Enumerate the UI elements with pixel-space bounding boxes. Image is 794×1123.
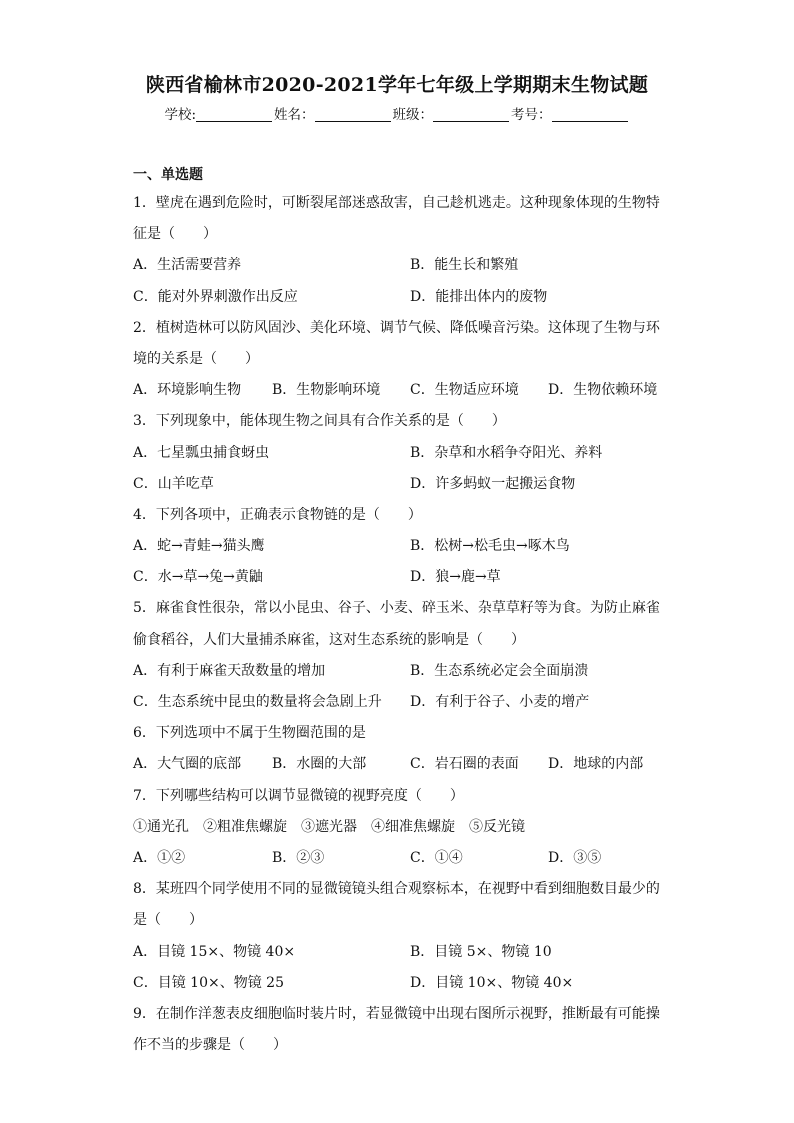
exam-number-blank <box>552 107 628 122</box>
school-label: 学校: <box>164 107 197 123</box>
question-7-options-row <box>133 843 663 874</box>
question-3-option-d: D．许多蚂蚁一起搬运食物 <box>410 475 576 492</box>
question-8-stem-line-2: 是（ ） <box>133 912 203 929</box>
question-1-options-row-1 <box>133 250 663 281</box>
question-7-option-a: A．①② <box>133 849 186 866</box>
question-2-option-c: C．生物适应环境 <box>410 382 519 399</box>
question-8-options-row-1 <box>133 937 663 968</box>
question-7-stem-line-1: 7．下列哪些结构可以调节显微镜的视野亮度（ ） <box>133 787 464 804</box>
question-9-stem-line-1: 9．在制作洋葱表皮细胞临时装片时，若显微镜中出现右图所示视野，推断最有可能操 <box>133 1005 660 1022</box>
question-2-option-b: B．生物影响环境 <box>272 382 381 399</box>
question-7-option-c: C．①④ <box>410 849 463 866</box>
question-1-option-a: A．生活需要营养 <box>133 257 242 274</box>
question-6-option-b: B．水圈的大部 <box>272 756 367 773</box>
exam-number-label: 考号： <box>511 107 552 123</box>
student-info-line <box>0 103 794 123</box>
question-3-options-row-2 <box>133 469 663 500</box>
question-1-stem-line-1: 1．壁虎在遇到危险时，可断裂尾部迷惑敌害，自己趁机逃走。这种现象体现的生物特 <box>133 195 660 211</box>
question-4-stem-line-1: 4．下列各项中，正确表示食物链的是（ ） <box>133 506 422 523</box>
question-4-options-row-1 <box>133 531 663 562</box>
question-5-option-b: B．生态系统必定会全面崩溃 <box>410 662 589 679</box>
question-2-stem-line-2: 境的关系是（ ） <box>133 350 259 367</box>
question-4-option-c: C．水→草→兔→黄鼬 <box>133 569 263 586</box>
question-1-options-row-2 <box>133 282 663 313</box>
question-8-stem-line-1: 8．某班四个同学使用不同的显微镜镜头组合观察标本，在视野中看到细胞数目最少的 <box>133 881 660 898</box>
page-title: 陕西省榆林市2020-2021学年七年级上学期期末生物试题 <box>145 74 649 96</box>
question-2-stem-line-1: 2．植树造林可以防风固沙、美化环境、调节气候、降低噪音污染。这体现了生物与环 <box>133 319 660 336</box>
class-blank <box>433 107 509 122</box>
school-blank <box>196 107 272 122</box>
question-4-option-d: D．狼→鹿→草 <box>410 569 501 586</box>
question-4-option-a: A．蛇→青蛙→猫头鹰 <box>133 538 265 555</box>
question-6-option-c: C．岩石圈的表面 <box>410 756 519 773</box>
question-8-option-c: C．目镜 10×、物镜 25 <box>133 974 284 991</box>
question-list <box>133 188 663 1061</box>
question-5-option-d: D．有利于谷子、小麦的增产 <box>410 694 590 710</box>
question-5-option-c: C．生态系统中昆虫的数量将会急剧上升 <box>133 694 382 710</box>
question-3-stem-line-1: 3．下列现象中，能体现生物之间具有合作关系的是（ ） <box>133 413 506 430</box>
question-5-stem-line-1: 5．麻雀食性很杂，常以小昆虫、谷子、小麦、碎玉米、杂草草籽等为食。为防止麻雀 <box>133 600 660 617</box>
question-2-option-a: A．环境影响生物 <box>133 382 242 399</box>
question-2-options-row <box>133 375 663 406</box>
question-6-option-a: A．大气圈的底部 <box>133 756 242 773</box>
question-8-option-b: B．目镜 5×、物镜 10 <box>410 943 552 960</box>
question-8-option-a: A．目镜 15×、物镜 40× <box>133 943 296 960</box>
question-5-options-row-2 <box>133 687 663 718</box>
question-5-option-a: A．有利于麻雀天敌数量的增加 <box>133 662 326 679</box>
question-3-option-b: B．杂草和水稻争夺阳光、养料 <box>410 444 603 461</box>
question-7-stem-line-2: ①通光孔 ②粗准焦螺旋 ③遮光器 ④细准焦螺旋 ⑤反光镜 <box>133 818 525 835</box>
question-1-option-c: C．能对外界刺激作出反应 <box>133 288 298 305</box>
question-7-option-b: B．②③ <box>272 849 325 866</box>
question-3-options-row-1 <box>133 438 663 469</box>
name-blank <box>315 107 391 122</box>
question-6-options-row <box>133 749 663 780</box>
question-1-option-b: B．能生长和繁殖 <box>410 257 519 274</box>
question-6-option-d: D．地球的内部 <box>548 756 644 773</box>
section-title: 一、单选题 <box>133 167 203 183</box>
question-8-options-row-2 <box>133 968 663 999</box>
question-5-options-row-1 <box>133 656 663 687</box>
question-1-option-d: D．能排出体内的废物 <box>410 288 548 305</box>
name-label: 姓名： <box>274 107 315 123</box>
question-3-option-a: A．七星瓢虫捕食蚜虫 <box>133 444 270 461</box>
question-8-option-d: D．目镜 10×、物镜 40× <box>410 974 574 991</box>
class-label: 班级： <box>392 107 434 123</box>
question-3-option-c: C．山羊吃草 <box>133 475 214 492</box>
question-1-stem-line-2: 征是（ ） <box>133 226 217 243</box>
question-9-stem-line-2: 作不当的步骤是（ ） <box>133 1037 287 1054</box>
question-6-stem-line-1: 6．下列选项中不属于生物圈范围的是 <box>133 725 366 742</box>
question-4-options-row-2 <box>133 562 663 593</box>
question-5-stem-line-2: 偷食稻谷，人们大量捕杀麻雀，这对生态系统的影响是（ ） <box>133 631 525 648</box>
question-7-option-d: D．③⑤ <box>548 849 602 866</box>
question-4-option-b: B．松树→松毛虫→啄木鸟 <box>410 538 570 555</box>
question-2-option-d: D．生物依赖环境 <box>548 382 658 399</box>
